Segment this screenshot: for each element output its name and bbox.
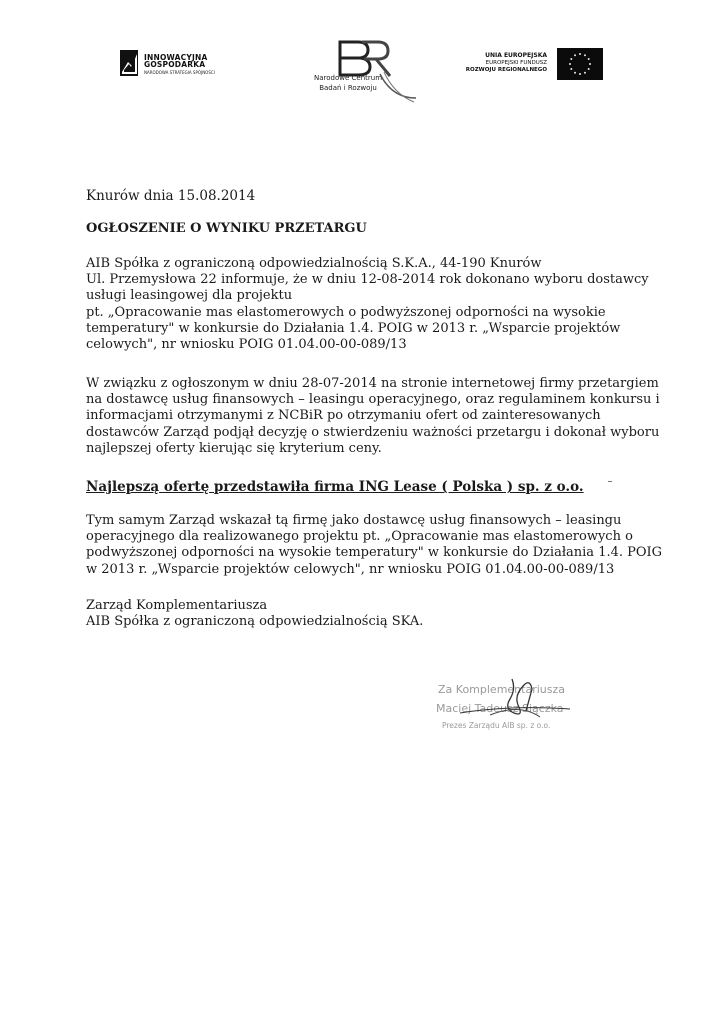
closing-line: Zarząd Komplementariusza xyxy=(86,598,268,613)
paragraph-line: W związku z ogłoszonym w dniu 28-07-2014 na stronie internetowej firmy przetargiem xyxy=(86,376,659,391)
signature-stamp xyxy=(420,675,590,745)
ncbr-swoosh-icon xyxy=(378,68,418,108)
innowacyjna-gospodarka-logo xyxy=(118,48,248,82)
paragraph-conclusion xyxy=(86,513,662,578)
stamp-line1: Za Komplementariusza xyxy=(438,683,565,696)
eu-logo-line2: EUROPEJSKI FUNDUSZ xyxy=(485,60,547,66)
ncbr-logo xyxy=(308,38,408,122)
scan-speck xyxy=(608,481,612,482)
eu-logo-line1: UNIA EUROPEJSKA xyxy=(485,52,547,59)
paragraph-line: pt. „Opracowanie mas elastomerowych o podwyższonej odporności na wysokie xyxy=(86,304,606,320)
closing-block xyxy=(86,598,423,630)
eu-flag-icon xyxy=(557,48,603,80)
stamp-line2: Maciej Tadeusz Siączka xyxy=(436,702,564,715)
ig-logo-mark-icon xyxy=(118,48,140,78)
paragraph-line: dostawców Zarząd podjął decyzję o stwierdzeniu ważności przetargu i dokonał wyboru xyxy=(86,424,660,440)
stamp-line3: Prezes Zarządu AIB sp. z o.o. xyxy=(442,721,551,730)
paragraph-line: Tym samym Zarząd wskazał tą firmę jako dostawcę usług finansowych – leasingu xyxy=(86,513,622,528)
letter-date: Knurów dnia 15.08.2014 xyxy=(86,188,256,204)
eu-logo-line3: ROZWOJU REGIONALNEGO xyxy=(465,67,547,73)
paragraph-line: informacjami otrzymanymi z NCBiR po otrzymaniu ofert od zainteresowanych xyxy=(86,408,601,424)
handwritten-signature-icon xyxy=(420,675,590,745)
paragraph-line: na dostawcę usług finansowych – leasingu operacyjnego, oraz regulaminem konkursu i xyxy=(86,392,660,408)
ig-logo-line1: INNOWACYJNA xyxy=(144,53,208,62)
winning-offer-statement: Najlepszą ofertę przedstawiła firma ING Lease ( Polska ) sp. z o.o. xyxy=(86,479,584,495)
ig-logo-line2: GOSPODARKA xyxy=(144,60,206,69)
paragraph-line: temperatury" w konkursie do Działania 1.4. POIG w 2013 r. „Wsparcie projektów xyxy=(86,320,621,336)
eu-fund-logo xyxy=(455,48,607,84)
paragraph-line: operacyjnego dla realizowanego projektu pt. „Opracowanie mas elastomerowych o xyxy=(86,529,633,545)
paragraph-line: w 2013 r. „Wsparcie projektów celowych", nr wniosku POIG 01.04.00-00-089/13 xyxy=(86,561,615,577)
paragraph-line: Ul. Przemysłowa 22 informuje, że w dniu 12-08-2014 rok dokonano wyboru dostawcy xyxy=(86,272,649,288)
paragraph-line: najlepszej oferty kierując się kryterium ceny. xyxy=(86,440,382,456)
paragraph-line: AIB Spółka z ograniczoną odpowiedzialnością S.K.A., 44-190 Knurów xyxy=(86,256,542,271)
letter-heading: OGŁOSZENIE O WYNIKU PRZETARGU xyxy=(86,221,367,236)
paragraph-line: celowych", nr wniosku POIG 01.04.00-00-089/13 xyxy=(86,337,407,353)
ncbr-logo-line2: Badań i Rozwoju xyxy=(319,84,377,92)
paragraph-line: podwyższonej odporności na wysokie temperatury" w konkursie do Działania 1.4. POIG xyxy=(86,545,663,561)
ig-logo-line3: NARODOWA STRATEGIA SPÓJNOŚCI xyxy=(144,70,215,75)
ncbr-logo-line1: Narodowe Centrum xyxy=(313,74,383,82)
closing-line: AIB Spółka z ograniczoną odpowiedzialnością SKA. xyxy=(86,614,424,630)
paragraph-line: usługi leasingowej dla projektu xyxy=(86,288,293,304)
paragraph-tender-details xyxy=(86,376,660,457)
paragraph-announcement xyxy=(86,256,649,353)
